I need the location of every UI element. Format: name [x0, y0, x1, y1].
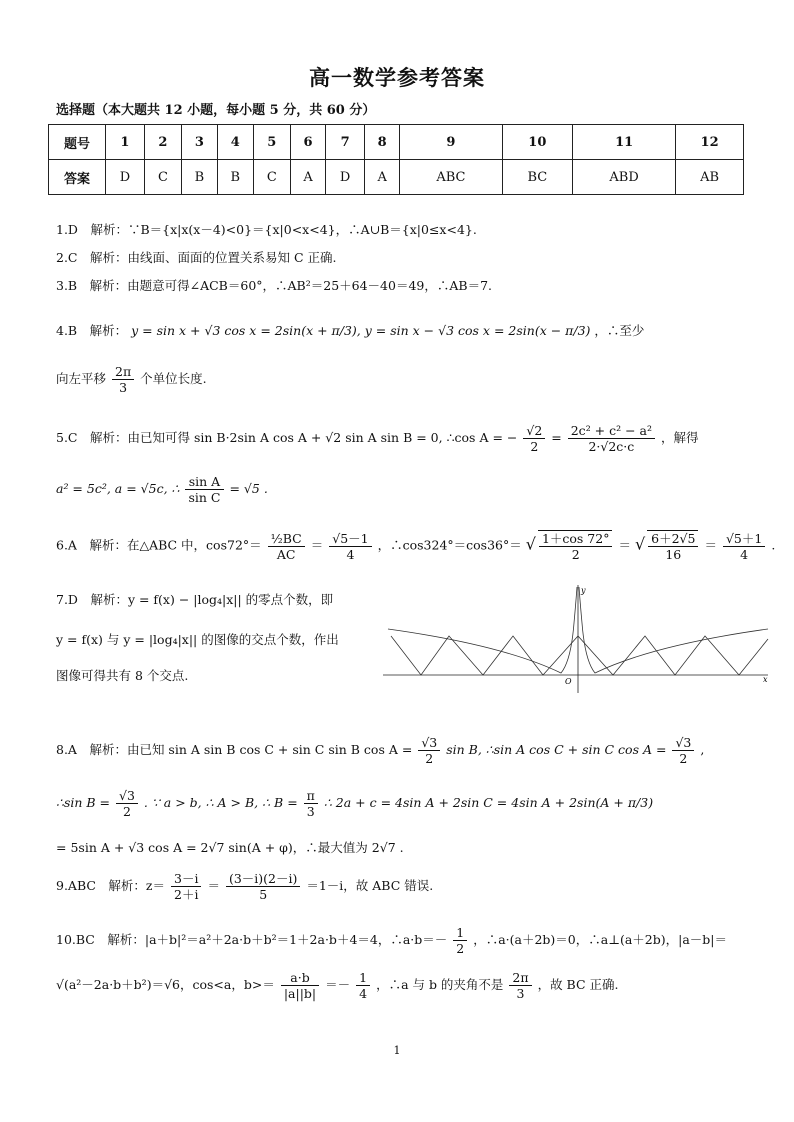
table-cell-number: 7 — [326, 125, 365, 160]
fraction-radical — [647, 530, 698, 562]
table-header-answer: 答案 — [49, 160, 106, 195]
denominator: 2 — [679, 751, 688, 766]
solution-4b-suffix: 个单位长度. — [140, 371, 207, 386]
fraction — [112, 364, 134, 395]
fraction — [226, 871, 300, 902]
table-cell-answer: D — [326, 160, 365, 195]
denominator: 4 — [740, 546, 749, 562]
numerator: 1＋cos 72° — [539, 531, 613, 547]
solution-5-line-1 — [56, 423, 699, 454]
period: . — [771, 537, 776, 553]
denominator: 3 — [306, 804, 315, 819]
table-cell-number: 12 — [676, 125, 744, 160]
numerator: 2c² + c² − a² — [568, 423, 655, 439]
denominator: 2＋i — [174, 887, 199, 902]
solution-8b-suffix: ∴ 2a + c = 4sin A + 2sin C = 4sin A + 2sin(A + π/3) — [323, 795, 654, 810]
denominator: |a||b| — [283, 986, 317, 1001]
numerator: √5－1 — [329, 531, 371, 547]
solution-6-prefix: 6.A 解析：在△ABC 中，cos72°＝ — [56, 537, 262, 553]
solution-8-line-3: = 5sin A + √3 cos A = 2√7 sin(A + φ)，∴最大值为 2√7 . — [56, 840, 404, 855]
solution-4-line-2 — [56, 364, 207, 395]
function-graph — [383, 583, 773, 693]
table-cell-number: 8 — [365, 125, 400, 160]
numerator: 1 — [356, 970, 370, 986]
numerator: √3 — [418, 735, 440, 751]
denominator: 2·√2c·c — [588, 439, 635, 454]
solution-8-suffix: , — [700, 742, 705, 757]
table-cell-number: 6 — [290, 125, 325, 160]
numerator: 3－i — [171, 871, 201, 887]
table-cell-number: 2 — [144, 125, 181, 160]
solution-4-prefix: 4.B 解析： — [56, 323, 128, 338]
table-cell-number: 9 — [400, 125, 502, 160]
table-cell-answer: AB — [676, 160, 744, 195]
solution-9-suffix: ＝1－i，故 ABC 错误. — [306, 878, 434, 893]
numerator: 1 — [453, 925, 467, 941]
solution-1: 1.D 解析：∵B＝{x|x(x－4)<0}＝{x|0<x<4}，∴A∪B＝{x|0≤x<4}. — [56, 222, 477, 237]
solution-7-line-3: 图像可得共有 8 个交点. — [56, 668, 189, 683]
solution-10b-mid: ＝－ — [325, 977, 351, 992]
solution-8-line-2 — [56, 788, 653, 819]
solution-3: 3.B 解析：由题意可得∠ACB＝60°，∴AB²＝25＋64－40＝49，∴AB＝7. — [56, 278, 493, 293]
solution-7-line-2: y = f(x) 与 y = |log₄|x|| 的图像的交点个数，作出 — [56, 632, 339, 647]
table-cell-answer: ABC — [400, 160, 502, 195]
denominator: 2 — [530, 439, 539, 454]
denominator: 4 — [359, 986, 368, 1001]
fraction — [672, 735, 694, 766]
fraction — [185, 474, 223, 505]
solution-9-prefix: 9.ABC 解析：z＝ — [56, 878, 166, 893]
solution-10-line-2 — [56, 970, 618, 1001]
solution-4-suffix: ，∴至少 — [594, 323, 645, 338]
solution-5-suffix: ，解得 — [661, 430, 699, 445]
numerator: a·b — [281, 970, 319, 986]
table-cell-number: 3 — [182, 125, 218, 160]
answer-table — [48, 124, 744, 195]
denominator: 3 — [119, 380, 128, 395]
equals-sign: ＝ — [704, 537, 717, 553]
fraction — [723, 531, 765, 562]
fraction — [509, 970, 531, 1001]
numerator: √3 — [116, 788, 138, 804]
periodic-curve — [391, 636, 768, 675]
fraction — [171, 871, 201, 902]
numerator: (3－i)(2－i) — [226, 871, 300, 887]
table-cell-number: 5 — [253, 125, 290, 160]
origin-label: O — [565, 677, 572, 686]
numerator: sin A — [185, 474, 223, 490]
page-title: 高一数学参考答案 — [309, 65, 485, 90]
table-header-number: 题号 — [49, 125, 106, 160]
numerator: √3 — [672, 735, 694, 751]
numerator: 2π — [509, 970, 531, 986]
solution-2: 2.C 解析：由线面、面面的位置关系易知 C 正确. — [56, 250, 337, 265]
section-title: 选择题（本大题共 12 小题，每小题 5 分，共 60 分） — [56, 103, 376, 118]
solution-8-line-1 — [56, 735, 704, 766]
solution-4-formula: y = sin x + √3 cos x = 2sin(x + π/3), y = sin x − √3 cos x = 2sin(x − π/3) — [131, 323, 591, 338]
numerator: √2 — [523, 423, 545, 439]
solution-10b-mid2: ，∴a 与 b 的夹角不是 — [376, 977, 504, 992]
solution-8-mid: sin B, ∴sin A cos C + sin C cos A = — [446, 742, 667, 757]
table-row-numbers — [49, 125, 744, 160]
radical-sign: √ — [525, 534, 536, 554]
equals-sign: ＝ — [310, 537, 324, 553]
denominator: 16 — [665, 547, 682, 562]
table-cell-answer: A — [365, 160, 400, 195]
solution-9 — [56, 871, 433, 902]
solution-6-mid: ，∴cos324°＝cos36°＝ — [377, 537, 522, 553]
solution-6 — [56, 530, 775, 562]
table-cell-answer: A — [290, 160, 325, 195]
denominator: 5 — [259, 887, 268, 902]
equals-sign: ＝ — [618, 537, 631, 553]
equals-sign: = — [551, 430, 562, 445]
denominator: 4 — [346, 546, 355, 562]
fraction — [281, 970, 319, 1001]
numerator: π — [304, 788, 318, 804]
solution-7-line-1: 7.D 解析：y = f(x) − |log₄|x|| 的零点个数，即 — [56, 592, 334, 607]
table-cell-answer: C — [144, 160, 181, 195]
numerator: √5＋1 — [723, 531, 765, 547]
table-cell-answer: BC — [502, 160, 572, 195]
solution-10b-suffix: ，故 BC 正确. — [537, 977, 619, 992]
denominator: 2 — [123, 804, 131, 819]
table-cell-answer: B — [182, 160, 218, 195]
equals-sign: ＝ — [207, 878, 220, 893]
table-cell-answer: B — [217, 160, 253, 195]
fraction — [116, 788, 138, 819]
fraction — [453, 925, 467, 956]
radical-sign: √ — [634, 534, 646, 554]
fraction — [304, 788, 318, 819]
fraction — [356, 970, 370, 1001]
denominator: 2 — [571, 547, 580, 562]
y-axis-label: y — [581, 586, 586, 595]
table-cell-answer: ABD — [573, 160, 676, 195]
solution-4b-prefix: 向左平移 — [56, 371, 107, 386]
table-cell-number: 11 — [573, 125, 676, 160]
table-row-answers — [49, 160, 744, 195]
fraction — [329, 531, 371, 562]
log-curve-left — [388, 587, 577, 673]
numerator: 6＋2√5 — [648, 531, 698, 547]
numerator: 2π — [112, 364, 134, 380]
denominator: AC — [276, 546, 296, 562]
page-number: 1 — [393, 1044, 401, 1057]
denominator: 2 — [425, 751, 434, 766]
solution-10b-prefix: √(a²－2a·b＋b²)＝√6，cos<a，b>＝ — [56, 977, 275, 992]
numerator: ½BC — [268, 531, 305, 547]
table-cell-number: 1 — [106, 125, 145, 160]
denominator: 3 — [516, 986, 525, 1001]
fraction — [418, 735, 440, 766]
solution-5-line-2 — [56, 474, 268, 505]
solution-8b-prefix: ∴sin B = — [56, 795, 111, 810]
log-curve-right — [579, 587, 768, 673]
solution-5b-prefix: a² = 5c², a = √5c, ∴ — [56, 481, 180, 496]
fraction — [268, 531, 305, 562]
solution-4-line-1 — [56, 323, 644, 338]
solution-8-prefix: 8.A 解析：由已知 sin A sin B cos C + sin C sin B cos A = — [56, 742, 413, 757]
fraction — [523, 423, 545, 454]
denominator: 2 — [456, 941, 465, 956]
denominator: sin C — [188, 490, 221, 505]
table-cell-number: 10 — [502, 125, 572, 160]
fraction — [568, 423, 655, 454]
solution-10-prefix: 10.BC 解析：|a＋b|²＝a²＋2a·b＋b²＝1＋2a·b＋4＝4，∴a·b＝－ — [56, 932, 448, 947]
solution-5-prefix: 5.C 解析：由已知可得 sin B·2sin A cos A + √2 sin A sin B = 0, ∴cos A = − — [56, 430, 518, 445]
fraction-radical — [538, 530, 613, 562]
table-cell-answer: D — [106, 160, 145, 195]
solution-5b-suffix: = √5 . — [229, 481, 268, 496]
x-axis-label: x — [763, 675, 768, 684]
table-cell-answer: C — [253, 160, 290, 195]
solution-8b-mid: . ∵ a > b, ∴ A > B, ∴ B = — [143, 795, 298, 810]
solution-10-line-1 — [56, 925, 727, 956]
table-cell-number: 4 — [217, 125, 253, 160]
solution-10-suffix: ，∴a·(a＋2b)＝0，∴a⊥(a＋2b)，|a－b|＝ — [473, 932, 727, 947]
